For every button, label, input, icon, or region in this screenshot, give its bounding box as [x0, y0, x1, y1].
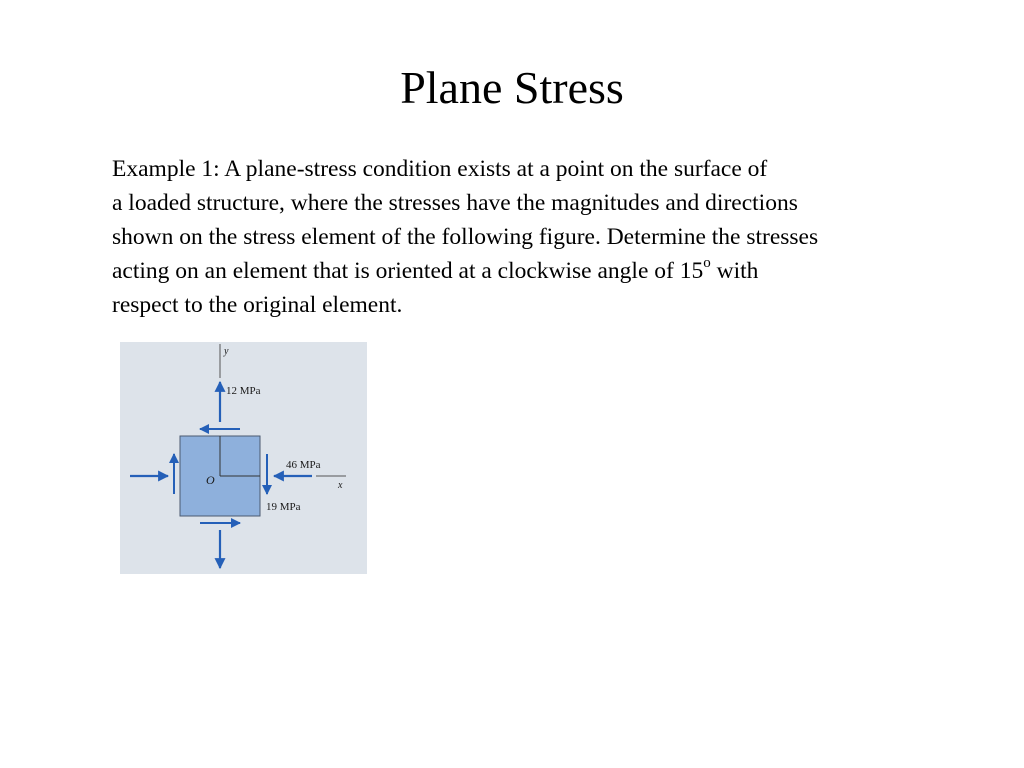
example-line-4-text: acting on an element that is oriented at a clockwise angle of 15 [112, 258, 704, 284]
example-line-5: respect to the original element. [112, 292, 403, 318]
example-line-4 [112, 254, 992, 288]
stress-element-figure [120, 342, 367, 574]
example-text [112, 152, 992, 322]
right-stress-label: 46 MPa [286, 459, 321, 471]
slide-title: Plane Stress [400, 62, 624, 113]
example-line-1: Example 1: A plane-stress condition exists at a point on the surface of [112, 156, 768, 182]
example-line-3: shown on the stress element of the following figure. Determine the stresses [112, 224, 819, 250]
shear-stress-label: 19 MPa [266, 501, 301, 513]
stress-element-diagram [120, 342, 367, 574]
y-axis-label: y [224, 346, 229, 357]
origin-label: O [206, 473, 215, 487]
top-stress-label: 12 MPa [226, 385, 261, 397]
example-line-2: a loaded structure, where the stresses have the magnitudes and directions [112, 190, 798, 216]
degree-superscript: o [703, 255, 711, 272]
example-line-4-tail: with [710, 258, 759, 284]
x-axis-label: x [338, 480, 343, 491]
